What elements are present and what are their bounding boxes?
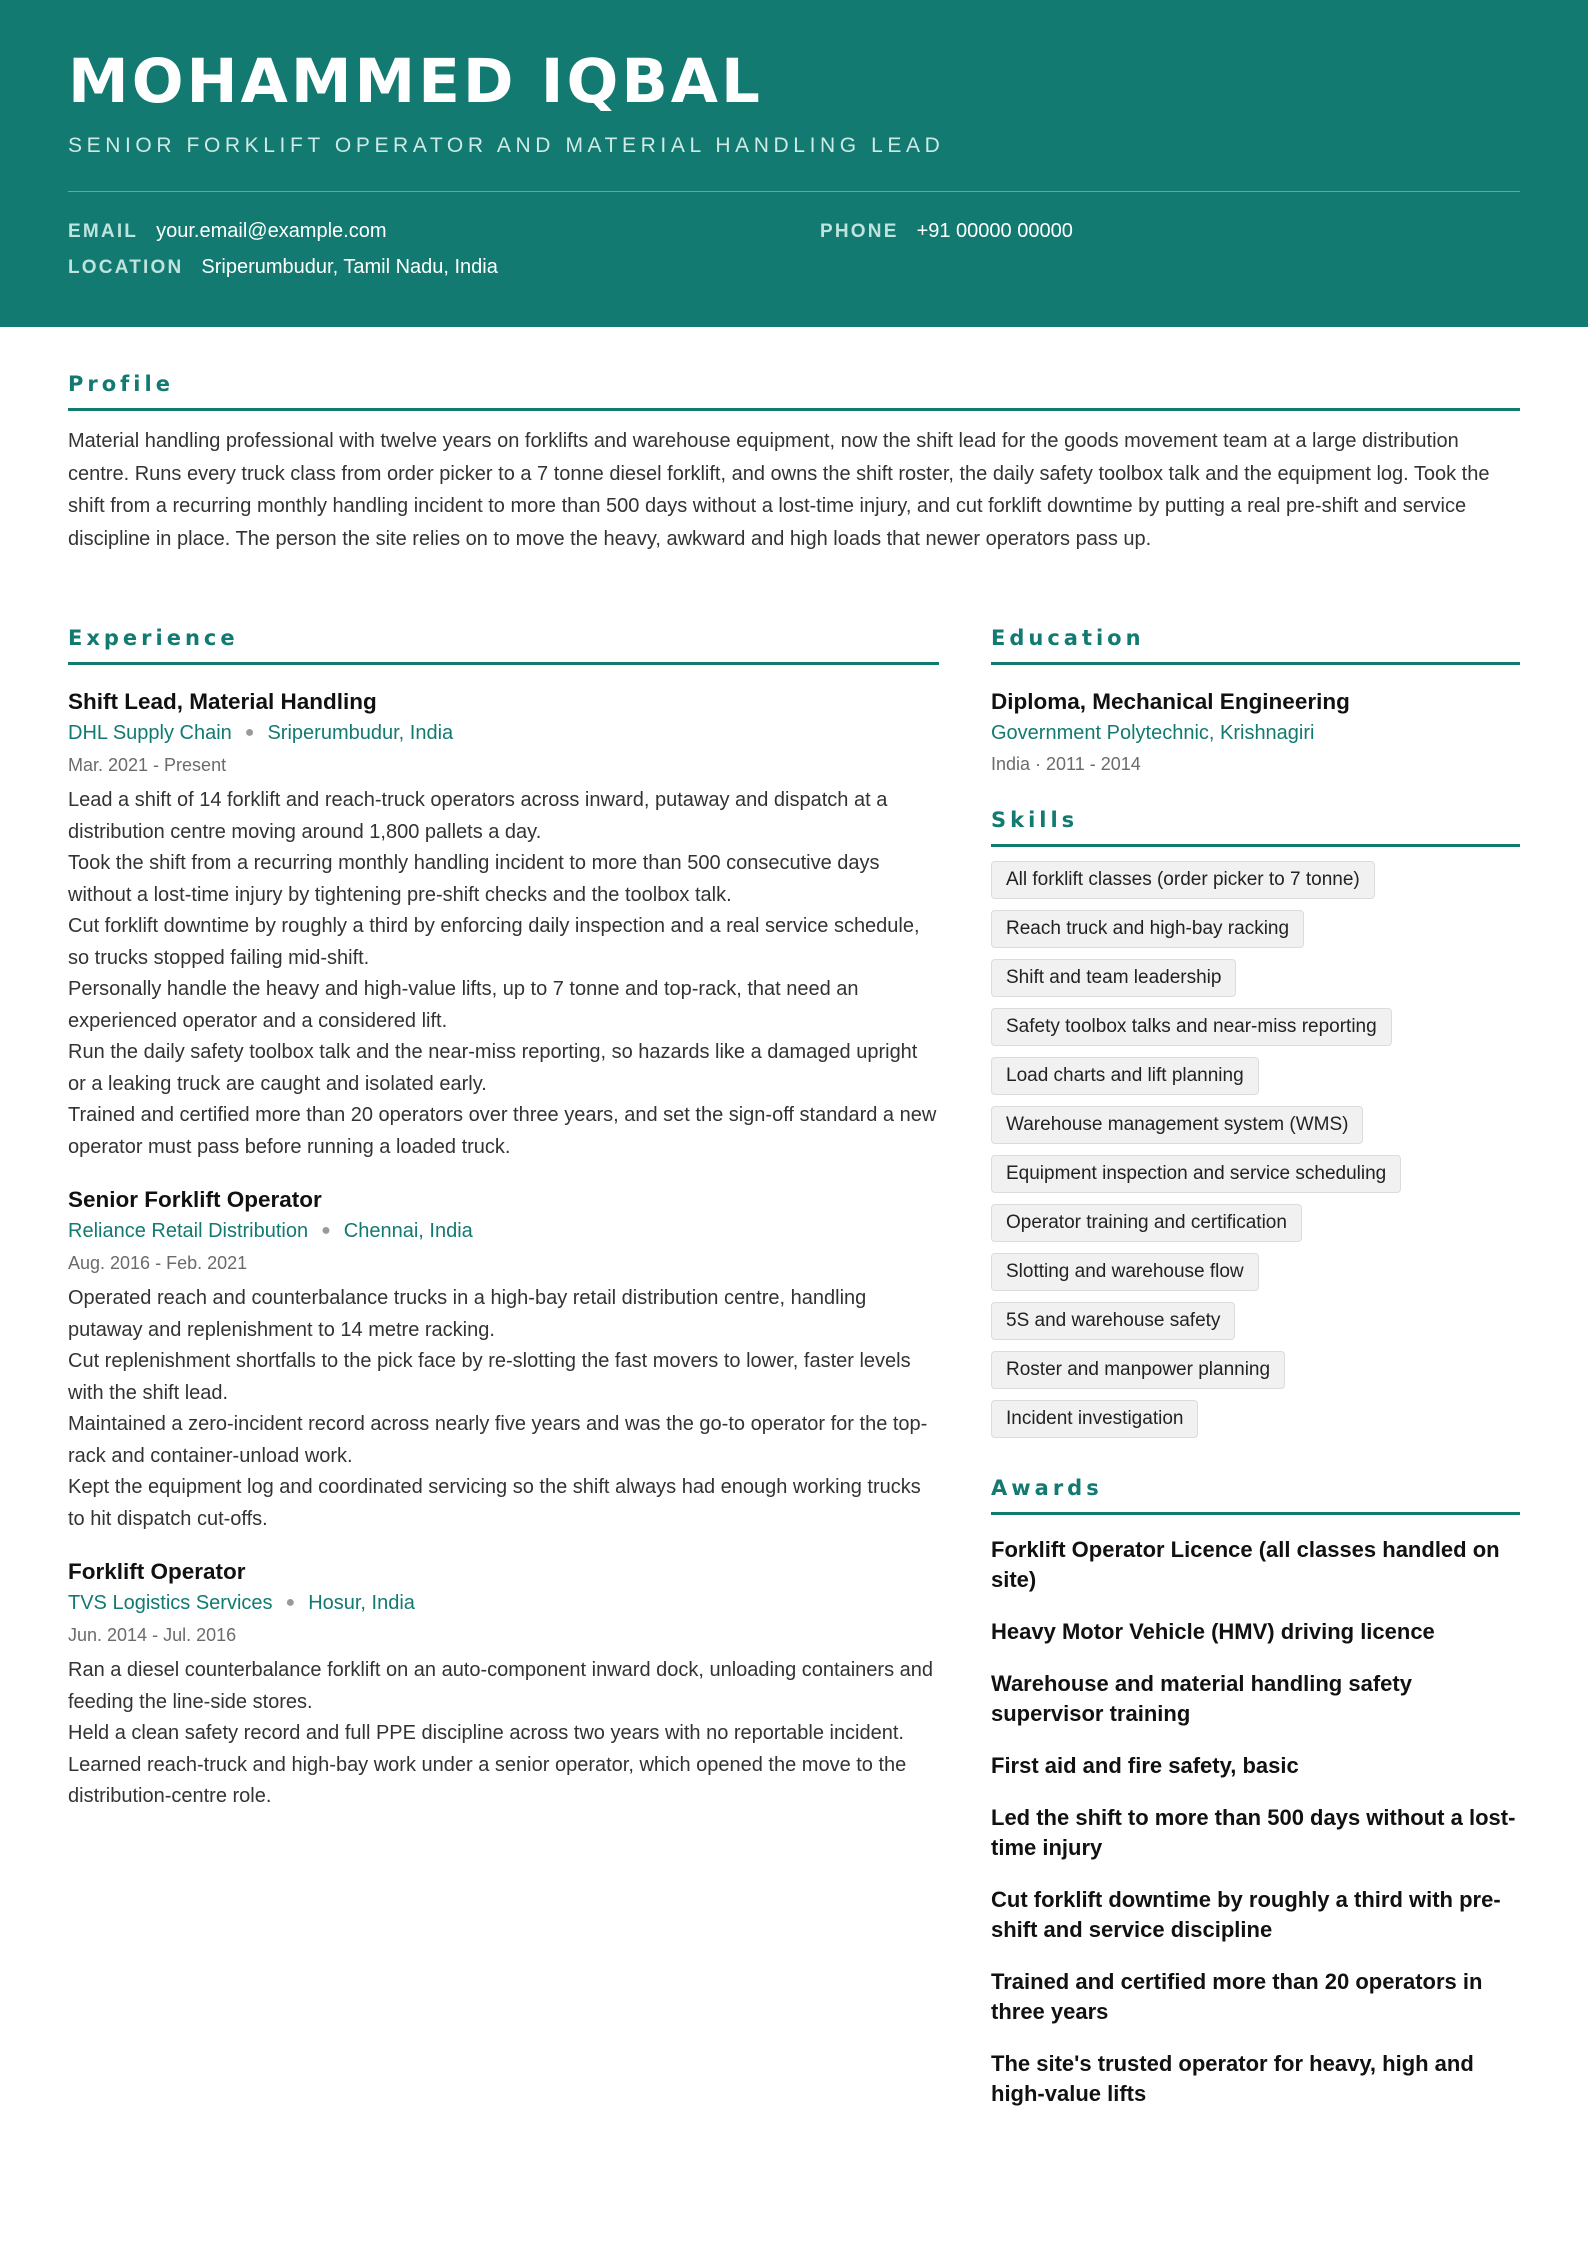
skill-chip: Reach truck and high-bay racking: [991, 910, 1304, 948]
skills-section: [991, 808, 1520, 1438]
job-bullet: Maintained a zero-incident record across nearly five years and was the go-to operator for the top-rack and container-unload work.: [68, 1413, 928, 1467]
separator-dot-icon: ●: [285, 1594, 296, 1611]
job-company: Reliance Retail Distribution: [68, 1220, 309, 1242]
award-item: Trained and certified more than 20 operators in three years: [991, 1969, 1483, 2024]
header-divider: [68, 191, 1520, 192]
candidate-name: MOHAMMED IQBAL: [68, 46, 763, 117]
awards-list: [991, 1535, 1520, 2109]
job-meta: [68, 1587, 939, 1621]
skill-chip: Equipment inspection and service scheduling: [991, 1155, 1401, 1193]
location-label: LOCATION: [68, 257, 184, 278]
job-bullet: Learned reach-truck and high-bay work under a senior operator, which opened the move to the distribution-centre role.: [68, 1753, 907, 1807]
awards-section: [991, 1476, 1520, 2109]
contact-phone: [820, 220, 1073, 243]
job-title: Shift Lead, Material Handling: [68, 689, 377, 714]
job-bullet: Held a clean safety record and full PPE discipline across two years with no reportable incident.: [68, 1722, 904, 1744]
candidate-title: SENIOR FORKLIFT OPERATOR AND MATERIAL HANDLING LEAD: [68, 134, 945, 157]
job-bullet: Lead a shift of 14 forklift and reach-truck operators across inward, putaway and dispatch at a distribution centre moving around 1,800 pallets a day.: [68, 789, 888, 843]
education-school: Government Polytechnic, Krishnagiri: [991, 722, 1315, 744]
job-dates: Jun. 2014 - Jul. 2016: [68, 1625, 237, 1645]
job-title: Senior Forklift Operator: [68, 1187, 322, 1212]
contact-location: [68, 256, 498, 279]
job-dates: Aug. 2016 - Feb. 2021: [68, 1253, 248, 1273]
skill-chip: Incident investigation: [991, 1400, 1198, 1438]
job-bullet: Took the shift from a recurring monthly handling incident to more than 500 consecutive days without a lost-time injury by tightening pre-shift checks and the toolbox talk.: [68, 852, 880, 906]
job-location: Sriperumbudur, India: [267, 722, 454, 744]
experience-heading: Experience: [68, 626, 939, 665]
job-bullet: Run the daily safety toolbox talk and the near-miss reporting, so hazards like a damaged upright or a leaking truck are caught and isolated early.: [68, 1041, 918, 1095]
job-bullets: [68, 1655, 939, 1813]
skill-chip: Operator training and certification: [991, 1204, 1302, 1242]
job-bullets: [68, 785, 939, 1163]
award-item: Led the shift to more than 500 days without a lost-time injury: [991, 1805, 1516, 1860]
separator-dot-icon: ●: [244, 724, 255, 741]
job-bullet: Personally handle the heavy and high-value lifts, up to 7 tonne and top-rack, that need an experienced operator and a considered lift.: [68, 978, 859, 1032]
job-title: Forklift Operator: [68, 1559, 246, 1584]
profile-heading: Profile: [68, 372, 1520, 411]
job-bullet: Kept the equipment log and coordinated servicing so the shift always had enough working trucks to hit dispatch cut-offs.: [68, 1476, 921, 1530]
job-entry: [68, 687, 939, 1163]
job-meta: [68, 717, 939, 751]
job-company: DHL Supply Chain: [68, 722, 232, 744]
sidebar-column: [991, 626, 1520, 2109]
award-item: Warehouse and material handling safety supervisor training: [991, 1671, 1412, 1726]
job-bullet: Trained and certified more than 20 operators over three years, and set the sign-off standard a new operator must pass before running a loaded truck.: [68, 1104, 937, 1158]
skill-chip: Slotting and warehouse flow: [991, 1253, 1259, 1291]
job-bullet: Cut forklift downtime by roughly a third by enforcing daily inspection and a real service schedule, so trucks stopped failing mid-shift.: [68, 915, 920, 969]
job-company: TVS Logistics Services: [68, 1592, 273, 1614]
location-value: Sriperumbudur, Tamil Nadu, India: [201, 256, 498, 278]
skill-chip: Load charts and lift planning: [991, 1057, 1259, 1095]
email-value[interactable]: your.email@example.com: [156, 220, 387, 242]
separator-dot-icon: ●: [321, 1222, 331, 1239]
award-item: The site's trusted operator for heavy, high and high-value lifts: [991, 2051, 1474, 2106]
award-item: Heavy Motor Vehicle (HMV) driving licence: [991, 1619, 1435, 1644]
skills-list: [991, 861, 1520, 1438]
award-item: Forklift Operator Licence (all classes handled on site): [991, 1537, 1500, 1592]
award-item: Cut forklift downtime by roughly a third with pre-shift and service discipline: [991, 1887, 1501, 1942]
job-bullet: Ran a diesel counterbalance forklift on an auto-component inward dock, unloading containers and feeding the line-side stores.: [68, 1659, 933, 1713]
awards-heading: Awards: [991, 1476, 1520, 1515]
job-meta: [68, 1215, 939, 1249]
contact-email: [68, 220, 387, 243]
resume-header: [0, 0, 1588, 327]
job-bullet: Operated reach and counterbalance trucks in a high-bay retail distribution centre, handling putaway and replenishment to 14 metre racking.: [68, 1287, 867, 1341]
job-dates: Mar. 2021 - Present: [68, 755, 227, 775]
education-section: [991, 626, 1520, 778]
experience-section: [68, 626, 939, 1813]
education-degree: Diploma, Mechanical Engineering: [991, 689, 1350, 714]
skill-chip: Shift and team leadership: [991, 959, 1236, 997]
phone-value[interactable]: +91 00000 00000: [916, 220, 1073, 242]
skill-chip: 5S and warehouse safety: [991, 1302, 1235, 1340]
skill-chip: Warehouse management system (WMS): [991, 1106, 1363, 1144]
phone-label: PHONE: [820, 221, 899, 242]
job-bullets: [68, 1283, 939, 1535]
skill-chip: All forklift classes (order picker to 7 tonne): [991, 861, 1375, 899]
skill-chip: Roster and manpower planning: [991, 1351, 1285, 1389]
profile-section: [68, 372, 1520, 555]
job-entry: [68, 1185, 939, 1535]
skill-chip: Safety toolbox talks and near-miss reporting: [991, 1008, 1392, 1046]
job-bullet: Cut replenishment shortfalls to the pick face by re-slotting the fast movers to lower, faster levels with the shift lead.: [68, 1350, 911, 1404]
award-item: First aid and fire safety, basic: [991, 1753, 1299, 1778]
education-heading: Education: [991, 626, 1520, 665]
education-meta: India · 2011 - 2014: [991, 754, 1141, 774]
job-entry: [68, 1557, 939, 1813]
skills-heading: Skills: [991, 808, 1520, 847]
job-location: Chennai, India: [343, 1220, 473, 1242]
email-label: EMAIL: [68, 221, 139, 242]
profile-text: Material handling professional with twelve years on forklifts and warehouse equipment, now the shift lead for the goods movement team at a large distribution centre. Runs every truck class from order picker to a 7 tonne diesel forklift, and owns the shift roster, the daily safety toolbox talk and the equipment log. Took the shift from a recurring monthly handling incident to more than 500 days without a lost-time injury, and cut forklift downtime by putting a real pre-shift and service discipline in place. The person the site relies on to move the heavy, awkward and high loads that newer operators pass up.: [68, 430, 1490, 550]
job-location: Hosur, India: [308, 1592, 415, 1614]
